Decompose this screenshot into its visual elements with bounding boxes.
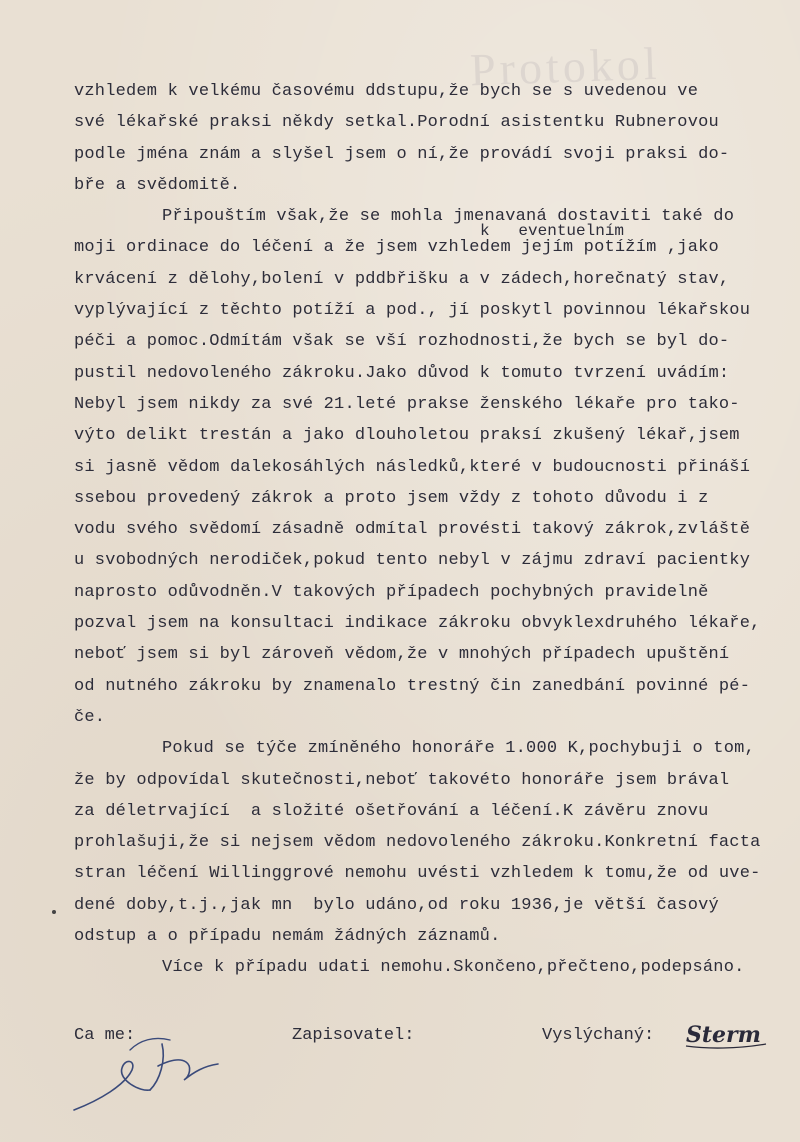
witness-label: Ca me: <box>74 1026 136 1045</box>
text-line: če. <box>74 707 106 727</box>
clerk-label: Zapisovatel: <box>292 1026 415 1045</box>
text-line: Pokud se týče zmíněného honoráře 1.000 K,pochybuji o tom, <box>162 739 755 759</box>
document-body <box>74 76 774 984</box>
text-line: si jasně vědom dalekosáhlých následků,které v budoucnosti přináší <box>74 457 751 477</box>
text-line: vodu svého svědomí zásadně odmítal provésti takový zákrok,zvláště <box>74 520 751 540</box>
text-line: výto delikt trestán a jako dlouholetou praksí zkušený lékař,jsem <box>74 426 740 446</box>
watermark-bleed: Protokol <box>469 37 662 96</box>
text-line: u svobodných nerodiček,pokud tento nebyl v zájmu zdraví pacientky <box>74 551 751 571</box>
text-line: naprosto odůvodněn.V takových případech pochybných pravidelně <box>74 582 709 602</box>
text-line: odstup a o případu nemám žádných záznamů. <box>74 927 501 947</box>
text-line: krvácení z dělohy,bolení v pddbřišku a v zádech,horečnatý stav, <box>74 269 730 289</box>
text-line: ssebou provedený zákrok a proto jsem vždy z tohoto důvodu i z <box>74 488 709 508</box>
text-line: neboť jsem si byl zároveň vědom,že v mnohých případech upuštění <box>74 645 730 665</box>
margin-dot <box>52 910 56 914</box>
text-line: bře a svědomitě. <box>74 175 241 195</box>
text-line: Více k případu udati nemohu.Skončeno,přečteno,podepsáno. <box>162 958 745 978</box>
interrogated-signature-text: Sterm <box>686 1022 761 1048</box>
text-line: vzhledem k velkému časovému ddstupu,že bych se s uvedenou ve <box>74 82 699 101</box>
text-line: moji ordinace do léčení a že jsem vzhledem jejím potížím ,jako <box>74 238 719 258</box>
text-line: dené doby,t.j.,jak mn bylo udáno,od roku 1936,je větší časový <box>74 895 719 915</box>
text-line: že by odpovídal skutečnosti,neboť takovéto honoráře jsem brával <box>74 770 730 790</box>
text-line: pustil nedovoleného zákroku.Jako důvod k tomuto tvrzení uvádím: <box>74 363 730 383</box>
text-line: své lékařské praksi někdy setkal.Porodní asistentku Rubnerovou <box>74 113 719 133</box>
text-line: vyplývající z těchto potíží a pod., jí poskytl povinnou lékařskou <box>74 301 751 321</box>
text-line: podle jména znám a slyšel jsem o ní,že provádí svoji praksi do- <box>74 144 730 164</box>
text-line: od nutného zákroku by znamenalo trestný čin zanedbání povinné pé- <box>74 676 751 696</box>
text-line: stran léčení Willinggrové nemohu uvésti vzhledem k tomu,že od uve- <box>74 864 761 884</box>
text-line: péči a pomoc.Odmítám však se vší rozhodnosti,že bych se byl do- <box>74 332 730 352</box>
text-line: Připouštím však,že se mohla jmenavaná dostaviti také do <box>162 207 735 227</box>
text-line: prohlašuji,že si nejsem vědom nedovoleného zákroku.Konkretní facta <box>74 833 761 853</box>
witness-signature <box>70 1030 230 1120</box>
interrogated-label: Vyslýchaný: <box>542 1026 655 1045</box>
text-line: pozval jsem na konsultaci indikace zákroku obvyklexdruhého lékaře, <box>74 614 761 634</box>
text-line: Nebyl jsem nikdy za své 21.leté prakse ženského lékaře pro tako- <box>74 394 740 414</box>
interlinear-insertion: k eventuelním <box>480 222 625 240</box>
interrogated-signature <box>682 1016 772 1056</box>
text-line: za déletrvající a složité ošetřování a léčení.K závěru znovu <box>74 801 709 821</box>
